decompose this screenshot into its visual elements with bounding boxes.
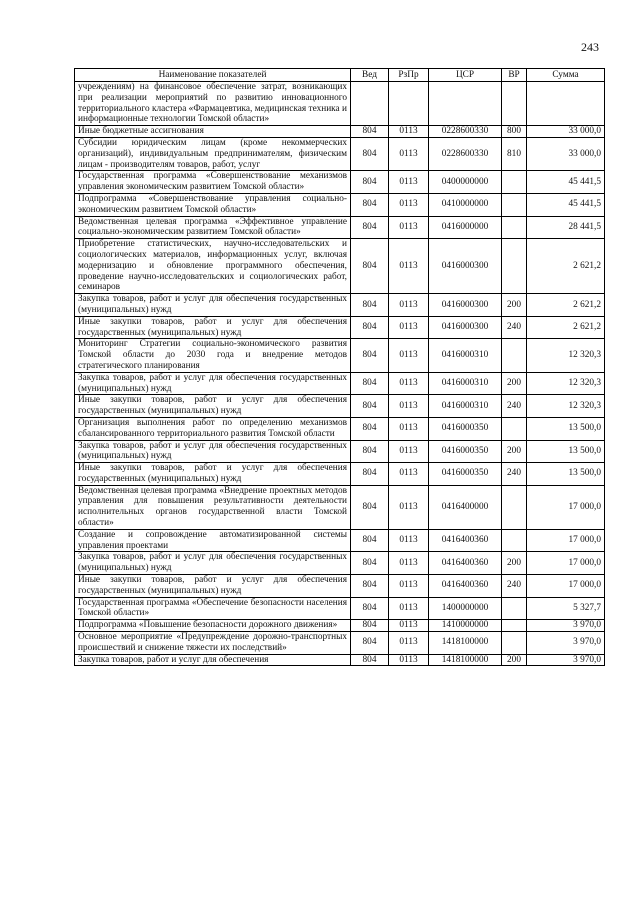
row-vr xyxy=(502,216,527,239)
row-sum xyxy=(527,82,605,126)
table-row xyxy=(75,440,605,463)
row-sum: 45 441,5 xyxy=(527,193,605,216)
row-vr: 810 xyxy=(502,137,527,170)
table-row xyxy=(75,575,605,598)
row-rzpr: 0113 xyxy=(389,440,429,463)
row-vr: 240 xyxy=(502,575,527,598)
row-sum: 12 320,3 xyxy=(527,339,605,372)
row-csr: 0416400360 xyxy=(429,575,502,598)
row-ved: 804 xyxy=(351,294,389,317)
row-vr: 240 xyxy=(502,395,527,418)
table-header-row xyxy=(75,69,605,82)
row-ved: 804 xyxy=(351,463,389,486)
row-rzpr: 0113 xyxy=(389,339,429,372)
header-rzpr: РзПр xyxy=(389,69,429,82)
table-row xyxy=(75,137,605,170)
table-row xyxy=(75,216,605,239)
row-vr xyxy=(502,620,527,632)
row-name: Закупка товаров, работ и услуг для обеспечения xyxy=(75,654,351,666)
row-ved xyxy=(351,82,389,126)
row-vr xyxy=(502,632,527,655)
page-number: 243 xyxy=(581,40,599,54)
row-vr: 200 xyxy=(502,552,527,575)
row-vr xyxy=(502,82,527,126)
row-name: Основное мероприятие «Предупреждение дорожно-транспортных происшествий и снижение тяжести их последствий» xyxy=(75,632,351,655)
row-rzpr: 0113 xyxy=(389,239,429,294)
row-ved: 804 xyxy=(351,597,389,620)
row-rzpr: 0113 xyxy=(389,216,429,239)
row-ved: 804 xyxy=(351,620,389,632)
row-sum: 12 320,3 xyxy=(527,372,605,395)
row-ved: 804 xyxy=(351,654,389,666)
table-row xyxy=(75,316,605,339)
row-name: Государственная программа «Обеспечение безопасности населения Томской области» xyxy=(75,597,351,620)
row-ved: 804 xyxy=(351,339,389,372)
row-ved: 804 xyxy=(351,529,389,552)
row-vr: 200 xyxy=(502,654,527,666)
row-vr: 240 xyxy=(502,463,527,486)
row-rzpr: 0113 xyxy=(389,575,429,598)
row-name: Иные закупки товаров, работ и услуг для обеспечения государственных (муниципальных) нужд xyxy=(75,316,351,339)
row-sum: 17 000,0 xyxy=(527,529,605,552)
table-row xyxy=(75,372,605,395)
row-rzpr: 0113 xyxy=(389,171,429,194)
row-name: Закупка товаров, работ и услуг для обеспечения государственных (муниципальных) нужд xyxy=(75,440,351,463)
row-csr: 0416000350 xyxy=(429,463,502,486)
row-rzpr: 0113 xyxy=(389,395,429,418)
row-sum: 13 500,0 xyxy=(527,417,605,440)
row-csr: 1410000000 xyxy=(429,620,502,632)
row-rzpr: 0113 xyxy=(389,529,429,552)
row-name: Иные закупки товаров, работ и услуг для обеспечения государственных (муниципальных) нужд xyxy=(75,395,351,418)
table-row xyxy=(75,239,605,294)
row-csr: 0410000000 xyxy=(429,193,502,216)
row-vr: 800 xyxy=(502,126,527,138)
row-csr: 0400000000 xyxy=(429,171,502,194)
row-vr xyxy=(502,193,527,216)
row-csr xyxy=(429,82,502,126)
row-vr xyxy=(502,485,527,529)
row-csr: 0416400360 xyxy=(429,529,502,552)
row-ved: 804 xyxy=(351,485,389,529)
row-vr xyxy=(502,339,527,372)
row-ved: 804 xyxy=(351,171,389,194)
row-vr: 240 xyxy=(502,316,527,339)
row-rzpr: 0113 xyxy=(389,316,429,339)
row-vr xyxy=(502,529,527,552)
row-rzpr xyxy=(389,82,429,126)
table-row xyxy=(75,193,605,216)
row-csr: 0416000300 xyxy=(429,239,502,294)
row-vr xyxy=(502,239,527,294)
row-csr: 0416000300 xyxy=(429,316,502,339)
row-sum: 5 327,7 xyxy=(527,597,605,620)
row-name: Подпрограмма «Повышение безопасности дорожного движения» xyxy=(75,620,351,632)
row-ved: 804 xyxy=(351,440,389,463)
table-row xyxy=(75,339,605,372)
row-sum: 45 441,5 xyxy=(527,171,605,194)
row-csr: 0416000000 xyxy=(429,216,502,239)
row-csr: 0416000310 xyxy=(429,339,502,372)
row-csr: 0416400000 xyxy=(429,485,502,529)
row-name: Ведомственная целевая программа «Эффективное управление социально-экономическим развитием Томской области» xyxy=(75,216,351,239)
row-csr: 0416000310 xyxy=(429,395,502,418)
row-rzpr: 0113 xyxy=(389,294,429,317)
row-rzpr: 0113 xyxy=(389,417,429,440)
row-name: учреждениям) на финансовое обеспечение затрат, возникающих при реализации мероприятий по развитию инновационного территориального кластера «Фармацевтика, медицинская техника и информационные технологии Томской области» xyxy=(75,82,351,126)
row-sum: 17 000,0 xyxy=(527,575,605,598)
row-rzpr: 0113 xyxy=(389,126,429,138)
row-vr xyxy=(502,597,527,620)
header-ved: Вед xyxy=(351,69,389,82)
header-csr: ЦСР xyxy=(429,69,502,82)
row-name: Иные закупки товаров, работ и услуг для обеспечения государственных (муниципальных) нужд xyxy=(75,463,351,486)
row-ved: 804 xyxy=(351,137,389,170)
row-rzpr: 0113 xyxy=(389,372,429,395)
table-row xyxy=(75,82,605,126)
row-ved: 804 xyxy=(351,216,389,239)
header-vr: ВР xyxy=(502,69,527,82)
row-rzpr: 0113 xyxy=(389,597,429,620)
table-row xyxy=(75,294,605,317)
row-name: Ведомственная целевая программа «Внедрение проектных методов управления для повышения результативности деятельности исполнительных органов государственной власти Томской области» xyxy=(75,485,351,529)
row-name: Государственная программа «Совершенствование механизмов управления экономическим развитием Томской области» xyxy=(75,171,351,194)
row-sum: 2 621,2 xyxy=(527,294,605,317)
row-sum: 3 970,0 xyxy=(527,632,605,655)
table-row xyxy=(75,126,605,138)
row-name: Приобретение статистических, научно-исследовательских и социологических материалов, информационных услуг, включая модернизацию и обновление программного обеспечения, проведение научно-исследовательских и социологических работ, семинаров xyxy=(75,239,351,294)
row-ved: 804 xyxy=(351,239,389,294)
row-vr: 200 xyxy=(502,372,527,395)
row-csr: 0416000350 xyxy=(429,417,502,440)
row-sum: 2 621,2 xyxy=(527,316,605,339)
row-rzpr: 0113 xyxy=(389,654,429,666)
row-csr: 1400000000 xyxy=(429,597,502,620)
row-ved: 804 xyxy=(351,575,389,598)
row-csr: 1418100000 xyxy=(429,632,502,655)
table-row xyxy=(75,632,605,655)
row-vr xyxy=(502,417,527,440)
row-sum: 3 970,0 xyxy=(527,654,605,666)
row-sum: 2 621,2 xyxy=(527,239,605,294)
row-name: Создание и сопровождение автоматизированной системы управления проектами xyxy=(75,529,351,552)
row-sum: 33 000,0 xyxy=(527,126,605,138)
row-csr: 0228600330 xyxy=(429,126,502,138)
row-sum: 28 441,5 xyxy=(527,216,605,239)
header-name: Наименование показателей xyxy=(75,69,351,82)
row-rzpr: 0113 xyxy=(389,193,429,216)
row-csr: 0228600330 xyxy=(429,137,502,170)
row-name: Закупка товаров, работ и услуг для обеспечения государственных (муниципальных) нужд xyxy=(75,294,351,317)
table-row xyxy=(75,620,605,632)
row-rzpr: 0113 xyxy=(389,463,429,486)
row-sum: 13 500,0 xyxy=(527,440,605,463)
row-rzpr: 0113 xyxy=(389,485,429,529)
row-ved: 804 xyxy=(351,126,389,138)
row-name: Организация выполнения работ по определению механизмов сбалансированного территориального развития Томской области xyxy=(75,417,351,440)
row-vr: 200 xyxy=(502,294,527,317)
row-csr: 0416000310 xyxy=(429,372,502,395)
row-name: Мониторинг Стратегии социально-экономического развития Томской области до 2030 года и внедрение методов стратегического планирования xyxy=(75,339,351,372)
row-sum: 17 000,0 xyxy=(527,485,605,529)
table-row xyxy=(75,485,605,529)
row-ved: 804 xyxy=(351,417,389,440)
row-rzpr: 0113 xyxy=(389,552,429,575)
table-row xyxy=(75,463,605,486)
row-vr xyxy=(502,171,527,194)
row-rzpr: 0113 xyxy=(389,620,429,632)
row-rzpr: 0113 xyxy=(389,137,429,170)
row-sum: 12 320,3 xyxy=(527,395,605,418)
budget-table xyxy=(74,68,605,666)
table-row xyxy=(75,529,605,552)
header-sum: Сумма xyxy=(527,69,605,82)
row-ved: 804 xyxy=(351,193,389,216)
row-ved: 804 xyxy=(351,552,389,575)
row-name: Иные бюджетные ассигнования xyxy=(75,126,351,138)
row-name: Иные закупки товаров, работ и услуг для обеспечения государственных (муниципальных) нужд xyxy=(75,575,351,598)
row-sum: 17 000,0 xyxy=(527,552,605,575)
table-row xyxy=(75,552,605,575)
row-csr: 0416000350 xyxy=(429,440,502,463)
row-name: Закупка товаров, работ и услуг для обеспечения государственных (муниципальных) нужд xyxy=(75,372,351,395)
row-csr: 1418100000 xyxy=(429,654,502,666)
row-csr: 0416400360 xyxy=(429,552,502,575)
table-row xyxy=(75,597,605,620)
row-name: Закупка товаров, работ и услуг для обеспечения государственных (муниципальных) нужд xyxy=(75,552,351,575)
row-name: Подпрограмма «Совершенствование управления социально-экономическим развитием Томской области» xyxy=(75,193,351,216)
row-name: Субсидии юридическим лицам (кроме некоммерческих организаций), индивидуальным предпринимателям, физическим лицам - производителям товаров, работ, услуг xyxy=(75,137,351,170)
row-sum: 33 000,0 xyxy=(527,137,605,170)
row-csr: 0416000300 xyxy=(429,294,502,317)
row-ved: 804 xyxy=(351,395,389,418)
row-rzpr: 0113 xyxy=(389,632,429,655)
row-vr: 200 xyxy=(502,440,527,463)
table-body xyxy=(75,82,605,666)
table-row xyxy=(75,171,605,194)
table-row xyxy=(75,417,605,440)
row-sum: 13 500,0 xyxy=(527,463,605,486)
table-row xyxy=(75,654,605,666)
table-row xyxy=(75,395,605,418)
row-ved: 804 xyxy=(351,372,389,395)
row-ved: 804 xyxy=(351,632,389,655)
row-ved: 804 xyxy=(351,316,389,339)
row-sum: 3 970,0 xyxy=(527,620,605,632)
